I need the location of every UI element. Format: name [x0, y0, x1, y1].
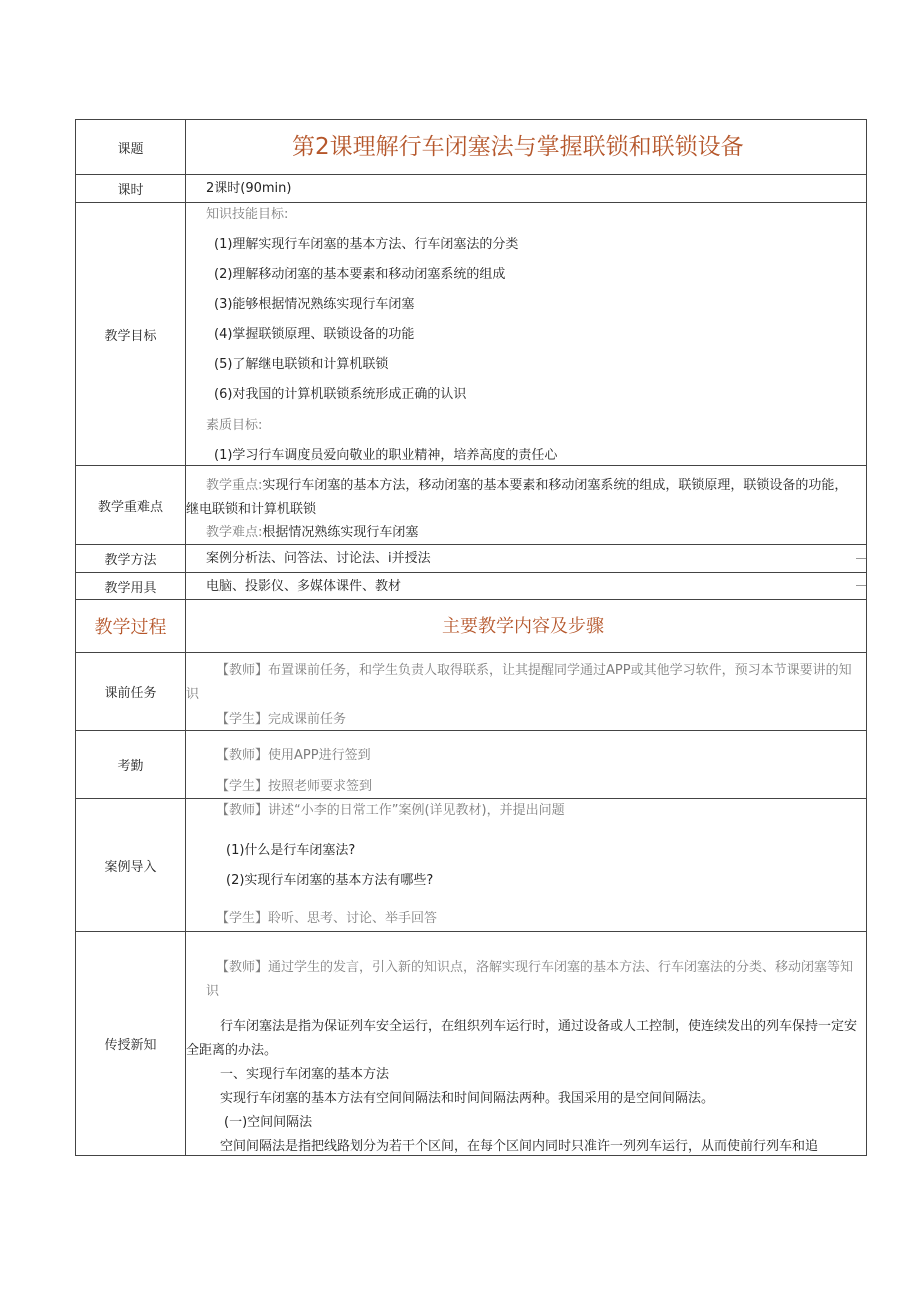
key-point-line	[206, 478, 847, 494]
row-methods	[76, 545, 866, 573]
row-process-header	[76, 600, 866, 653]
lesson-title: 第2课理解行车闭塞法与掌握联锁和联锁设备	[292, 134, 744, 160]
key-point-line-2: 继电联锁和计算机联锁	[186, 502, 317, 517]
body-paragraph: 实现行车闭塞的基本方法有空间间隔法和时间间隔法两种。我国采用的是空间间隔法。	[220, 1091, 715, 1106]
row-label-attendance: 考勤	[76, 731, 186, 798]
row-new-knowledge	[76, 932, 866, 1155]
student-action: 【学生】聆听、思考、讨论、举手回答	[216, 911, 438, 926]
student-action: 【学生】完成课前任务	[216, 712, 347, 727]
tools-value: 电脑、投影仪、多媒体课件、教材	[206, 579, 402, 594]
row-hours	[76, 175, 866, 203]
row-label-hours: 课时	[76, 175, 186, 202]
knowledge-heading: 知识技能目标:	[206, 207, 289, 222]
row-label-pre-class: 课前任务	[76, 653, 186, 730]
teacher-instruction: 【教师】讲述“小李的日常工作”案例(详见教材)，并提出问题	[216, 803, 565, 818]
row-pre-class	[76, 653, 866, 731]
body-paragraph-cont: 全距离的办法。	[186, 1043, 278, 1058]
divider-tick	[856, 585, 866, 586]
lesson-plan-table	[75, 119, 867, 1156]
knowledge-item: (5)了解继电联锁和计算机联锁	[214, 357, 389, 372]
row-tools	[76, 573, 866, 600]
difficulty-text: 根据情况熟练实现行车闭塞	[262, 525, 419, 540]
knowledge-item: (6)对我国的计算机联锁系统形成正确的认识	[214, 387, 467, 402]
knowledge-item: (2)理解移动闭塞的基本要素和移动闭塞系统的组成	[214, 267, 506, 282]
difficulty-prefix: 教学难点:	[206, 525, 263, 540]
body-paragraph: 空间间隔法是指把线路划分为若干个区间，在每个区间内同时只准许一列列车运行，从而使前行列车和追	[220, 1139, 819, 1154]
body-paragraph: 行车闭塞法是指为保证列车安全运行，在组织列车运行时，通过设备或人工控制，使连续发出的列车保持一定安	[220, 1019, 858, 1034]
knowledge-item: (1)理解实现行车闭塞的基本方法、行车闭塞法的分类	[214, 237, 519, 252]
difficulty-line	[206, 525, 418, 541]
row-label-tools: 教学用具	[76, 573, 186, 599]
key-point-prefix: 教学重点:	[206, 478, 263, 493]
divider-tick	[856, 558, 866, 559]
teacher-instruction: 【教师】通过学生的发言，引入新的知识点，洛解实现行车闭塞的基本方法、行车闭塞法的分类、移动闭塞等知	[216, 960, 854, 975]
quality-heading: 素质目标:	[206, 418, 263, 433]
hours-value: 2课时(90min)	[206, 181, 292, 196]
teacher-instruction-cont: 识	[186, 687, 200, 702]
row-label-case-intro: 案例导入	[76, 799, 186, 931]
row-label-title: 课题	[76, 120, 186, 174]
row-objectives	[76, 203, 866, 466]
quality-item: (1)学习行车调度员爱向敬业的职业精神，培养高度的责任心	[214, 448, 558, 463]
row-label-objectives: 教学目标	[76, 203, 186, 465]
row-attendance	[76, 731, 866, 799]
subsection-heading: (一)空间间隔法	[224, 1115, 313, 1130]
teacher-instruction: 【教师】使用APP进行签到	[216, 748, 371, 763]
case-question: (1)什么是行车闭塞法?	[226, 843, 356, 858]
knowledge-item: (4)掌握联锁原理、联锁设备的功能	[214, 327, 415, 342]
case-question: (2)实现行车闭塞的基本方法有哪些?	[226, 873, 434, 888]
knowledge-item: (3)能够根据情况熟练实现行车闭塞	[214, 297, 415, 312]
key-point-text: 实现行车闭塞的基本方法，移动闭塞的基本要素和移动闭塞系统的组成，联锁原理，联锁设备的功能，	[262, 478, 848, 493]
student-action: 【学生】按照老师要求签到	[216, 779, 373, 794]
row-label-new-knowledge: 传授新知	[76, 932, 186, 1155]
methods-value: 案例分析法、问答法、讨论法、i并授法	[206, 551, 431, 566]
process-heading: 主要教学内容及步骤	[442, 616, 604, 637]
row-title	[76, 120, 866, 175]
row-label-key-points: 教学重难点	[76, 466, 186, 544]
process-label: 教学过程	[76, 600, 186, 652]
row-case-intro	[76, 799, 866, 932]
teacher-instruction-cont: 识	[206, 984, 220, 999]
row-key-points	[76, 466, 866, 545]
section-heading: 一、实现行车闭塞的基本方法	[220, 1067, 390, 1082]
teacher-instruction: 【教师】布置课前任务，和学生负责人取得联系，让其提醒同学通过APP或其他学习软件，预习本节课要讲的知	[216, 663, 852, 678]
row-label-methods: 教学方法	[76, 545, 186, 572]
